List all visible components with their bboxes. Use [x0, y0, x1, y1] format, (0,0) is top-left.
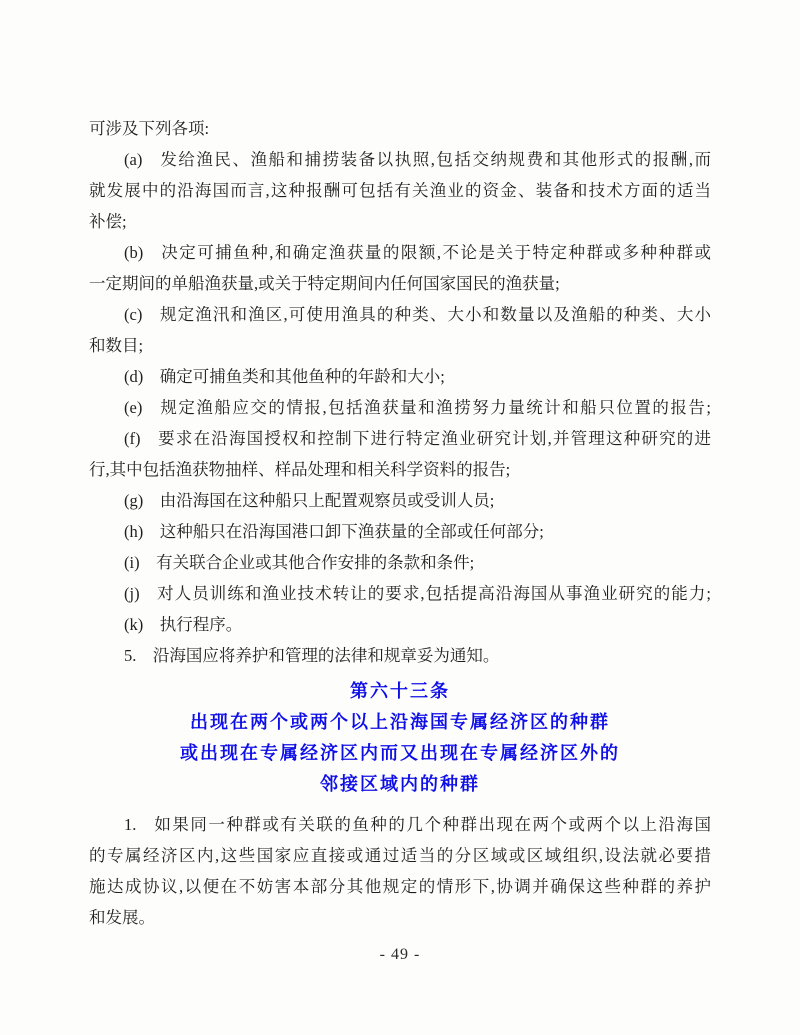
text-line: 和发展。 [89, 908, 155, 927]
article-heading-line: 或出现在专属经济区内而又出现在专属经济区外的 [180, 743, 620, 763]
article-heading-line: 出现在两个或两个以上沿海国专属经济区的种群 [190, 712, 610, 732]
text-line: (k) 执行程序。 [124, 615, 243, 634]
text-line: 1. 如果同一种群或有关联的鱼种的几个种群出现在两个或两个以上沿海国 [124, 815, 711, 834]
text-line: 施达成协议,以便在不妨害本部分其他规定的情形下,协调并确保这些种群的养护 [89, 877, 711, 896]
text-line: (i) 有关联合企业或其他合作安排的条款和条件; [124, 553, 475, 572]
page-number: - 49 - [379, 946, 421, 963]
text-line: 就发展中的沿海国而言,这种报酬可包括有关渔业的资金、装备和技术方面的适当 [89, 181, 711, 200]
text-line: (b) 决定可捕鱼种,和确定渔获量的限额,不论是关于特定种群或多种种群或 [124, 243, 711, 262]
article-heading-line: 第六十三条 [350, 681, 450, 701]
text-line: (h) 这种船只在沿海国港口卸下渔获量的全部或任何部分; [124, 522, 544, 541]
text-line: (d) 确定可捕鱼类和其他鱼种的年龄和大小; [124, 367, 445, 386]
text-line: 和数目; [89, 336, 144, 355]
text-line: (j) 对人员训练和渔业技术转让的要求,包括提高沿海国从事渔业研究的能力; [124, 584, 711, 603]
text-line: 一定期间的单船渔获量,或关于特定期间内任何国家国民的渔获量; [89, 274, 560, 293]
text-line: (a) 发给渔民、渔船和捕捞装备以执照,包括交纳规费和其他形式的报酬,而 [124, 150, 711, 169]
text-line: 行,其中包括渔获物抽样、样品处理和相关科学资料的报告; [89, 460, 511, 479]
text-line: 补偿; [89, 212, 127, 231]
text-line: (e) 规定渔船应交的情报,包括渔获量和渔捞努力量统计和船只位置的报告; [124, 398, 711, 417]
text-line: 的专属经济区内,这些国家应直接或通过适当的分区域或区域组织,设法就必要措 [89, 846, 711, 865]
text-line: 5. 沿海国应将养护和管理的法律和规章妥为通知。 [124, 646, 500, 665]
document-body [89, 113, 711, 933]
text-line: (f) 要求在沿海国授权和控制下进行特定渔业研究计划,并管理这种研究的进 [124, 429, 711, 448]
text-line: 可涉及下列各项: [89, 119, 210, 138]
text-line: (c) 规定渔汛和渔区,可使用渔具的种类、大小和数量以及渔船的种类、大小 [124, 305, 711, 324]
text-line: (g) 由沿海国在这种船只上配置观察员或受训人员; [124, 491, 495, 510]
article-heading-line: 邻接区域内的种群 [320, 774, 480, 794]
